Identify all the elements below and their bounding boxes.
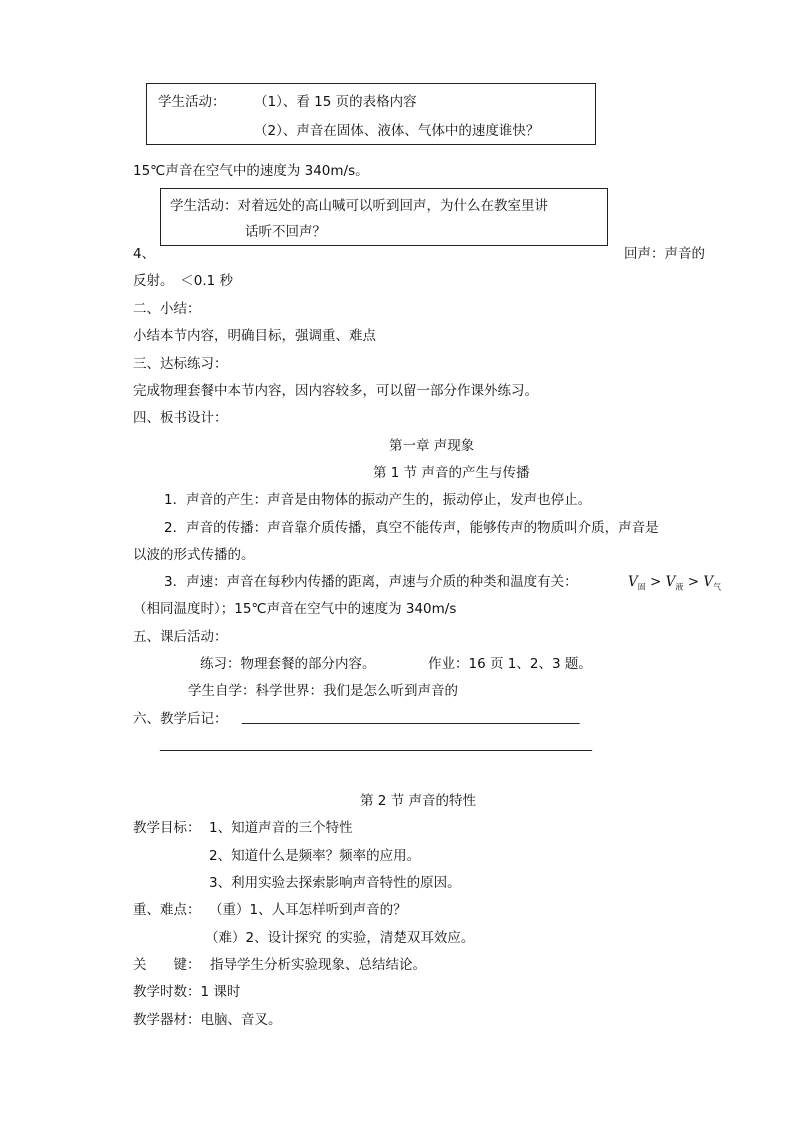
lesson-2-title: 第 2 节 声音的特性 <box>360 793 476 809</box>
section-3-content: 完成物理套餐中本节内容，因内容较多，可以留一部分作课外练习。 <box>133 383 538 399</box>
board-chapter-title: 第一章 声现象 <box>389 438 475 454</box>
self-study-item: 学生自学：科学世界：我们是怎么听到声音的 <box>188 683 458 699</box>
box2-line-1: 学生活动：对着远处的高山喊可以听到回声，为什么在教室里讲 <box>170 198 548 214</box>
key-point-2: （难）2、设计探究 的实验，清楚双耳效应。 <box>205 930 475 946</box>
homework-item: 作业：16 页 1、2、3 题。 <box>428 656 592 672</box>
teaching-hours: 教学时数：1 课时 <box>133 984 241 1000</box>
board-point-2a: 2．声音的传播：声音靠介质传播，真空不能传声，能够传声的物质叫介质，声音是 <box>164 520 659 536</box>
goal-1: 1、知道声音的三个特性 <box>209 820 353 836</box>
goals-label: 教学目标： <box>133 820 201 836</box>
board-point-3b: （相同温度时）；15℃声音在空气中的速度为 340m/s <box>133 601 457 617</box>
section-6-title: 六、教学后记： <box>133 711 228 727</box>
item-4-number: 4、 <box>133 246 156 262</box>
board-point-3a: 3．声速：声音在每秒内传播的距离，声速与介质的种类和温度有关： <box>164 574 578 590</box>
box2-line-2: 话听不回声？ <box>245 224 326 240</box>
box1-item-1: （1）、看 15 页的表格内容 <box>254 94 417 110</box>
item-4-echo: 回声：声音的 <box>624 246 705 262</box>
section-2-content: 小结本节内容，明确目标，强调重、难点 <box>133 328 376 344</box>
practice-item: 练习：物理套餐的部分内容。 <box>200 656 376 672</box>
item-4-continuation: 反射。 ＜0.1 秒 <box>133 273 234 289</box>
board-point-1: 1．声音的产生：声音是由物体的振动产生的，振动停止，发声也停止。 <box>164 492 592 508</box>
goal-3: 3、利用实验去探索影响声音特性的原因。 <box>209 875 461 891</box>
section-4-title: 四、板书设计： <box>133 410 228 426</box>
section-5-title: 五、课后活动： <box>133 629 228 645</box>
section-3-title: 三、达标练习： <box>133 356 228 372</box>
key-point-1: （重）1、人耳怎样听到声音的？ <box>209 902 407 918</box>
speed-order-formula: $V_固 > V_液 > V_气$ <box>628 574 722 592</box>
reflection-blank-2: ________________________________________________________________ <box>160 736 592 752</box>
teaching-equipment: 教学器材：电脑、音叉。 <box>133 1012 282 1028</box>
speed-note: 15℃声音在空气中的速度为 340m/s。 <box>133 163 369 179</box>
crux-content: 指导学生分析实验现象、总结结论。 <box>210 957 426 973</box>
box1-label: 学生活动： <box>158 94 226 110</box>
key-points-label: 重、难点： <box>133 902 201 918</box>
board-point-2b: 以波的形式传播的。 <box>133 547 255 563</box>
board-section-title: 第 1 节 声音的产生与传播 <box>373 465 530 481</box>
section-2-title: 二、小结： <box>133 301 201 317</box>
crux-label: 关 键： <box>133 957 201 973</box>
reflection-blank-1: __________________________________________________ <box>242 709 580 725</box>
box1-item-2: （2）、声音在固体、液体、气体中的速度谁快？ <box>254 123 540 139</box>
goal-2: 2、知道什么是频率？频率的应用。 <box>209 848 421 864</box>
